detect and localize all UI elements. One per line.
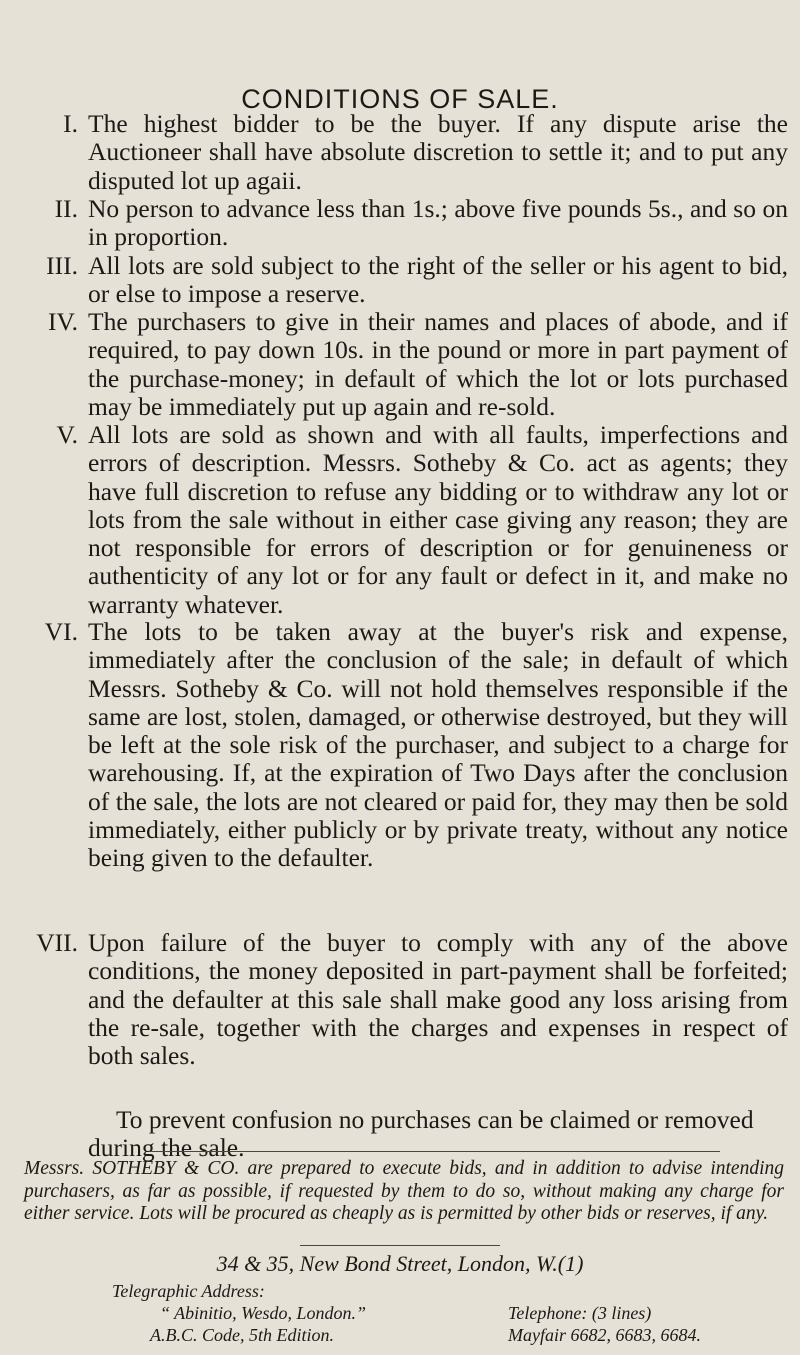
condition-number: IV. [48, 307, 78, 336]
condition-text: The purchasers to give in their names and places of abode, and if required, to pay down 10s. in the pound or more in part payment of the purchase-money; in default of which the lot or lots purchased may be immediately put up again and re-sold. [88, 307, 788, 421]
divider [300, 1245, 500, 1246]
condition-number: III. [46, 251, 78, 280]
condition-text: All lots are sold subject to the right of the seller or his agent to bid, or else to impose a reserve. [88, 251, 788, 309]
condition-text: No person to advance less than 1s.; above five pounds 5s., and so on in proportion. [88, 194, 788, 252]
telephone-label: Telephone: (3 lines) [508, 1303, 652, 1323]
divider [150, 1151, 720, 1152]
condition-1 [18, 110, 788, 195]
condition-number: I. [63, 109, 78, 138]
condition-7 [18, 929, 788, 1070]
bids-notice: Messrs. SOTHEBY & CO. are prepared to execute bids, and in addition to advise intending purchasers, as far as possible, if requested by them to do so, without making any charge for either service. Lots will be procured as cheaply as is permitted by other bids or reserves, if any. [24, 1158, 784, 1224]
removal-notice: To prevent confusion no purchases can be claimed or removed during the sale. [88, 1105, 754, 1163]
abc-code: A.B.C. Code, 5th Edition. [150, 1325, 334, 1345]
condition-3 [18, 252, 788, 309]
page-title: CONDITIONS OF SALE. [241, 84, 559, 114]
condition-5 [18, 421, 788, 619]
telegraphic-address: “ Abinitio, Wesdo, London.” [160, 1303, 367, 1323]
telephone-numbers: Mayfair 6682, 6683, 6684. [508, 1325, 701, 1345]
condition-text: All lots are sold as shown and with all faults, imperfections and errors of description. Messrs. Sotheby & Co. act as agents; they have full discretion to refuse any bidding or to withdraw any lot or lots from the sale without in either case giving any reason; they are not responsible for errors of description or for genuineness or authenticity of any lot or for any fault or defect in it, and make no warranty whatever. [88, 420, 788, 619]
condition-text: The highest bidder to be the buyer. If any dispute arise the Auctioneer shall have absolute discretion to settle it; and to put any disputed lot up agaii. [88, 109, 788, 195]
condition-6 [18, 618, 788, 873]
condition-number: II. [54, 194, 78, 223]
condition-text: The lots to be taken away at the buyer's risk and expense, immediately after the conclusion of the sale; in default of which Messrs. Sotheby & Co. will not hold themselves responsible if the same are lost, stolen, damaged, or otherwise destroyed, but they will be left at the sole risk of the purchaser, and subject to a charge for warehousing. If, at the expiration of Two Days after the conclusion of the sale, the lots are not cleared or paid for, they may then be sold immediately, either publicly or by private treaty, without any notice being given to the defaulter. [88, 617, 788, 873]
condition-4 [18, 308, 788, 421]
condition-text: Upon failure of the buyer to comply with any of the above conditions, the money deposited in part-payment shall be forfeited; and the defaulter at this sale shall make good any loss arising from the re-sale, together with the charges and expenses in respect of both sales. [88, 928, 788, 1071]
address: 34 & 35, New Bond Street, London, W.(1) [216, 1251, 584, 1276]
condition-number: VII. [36, 928, 78, 957]
condition-number: VI. [44, 617, 78, 646]
condition-2 [18, 195, 788, 252]
telegraphic-heading: Telegraphic Address: [112, 1281, 265, 1301]
condition-number: V. [56, 420, 78, 449]
contact-block [0, 1245, 800, 1355]
